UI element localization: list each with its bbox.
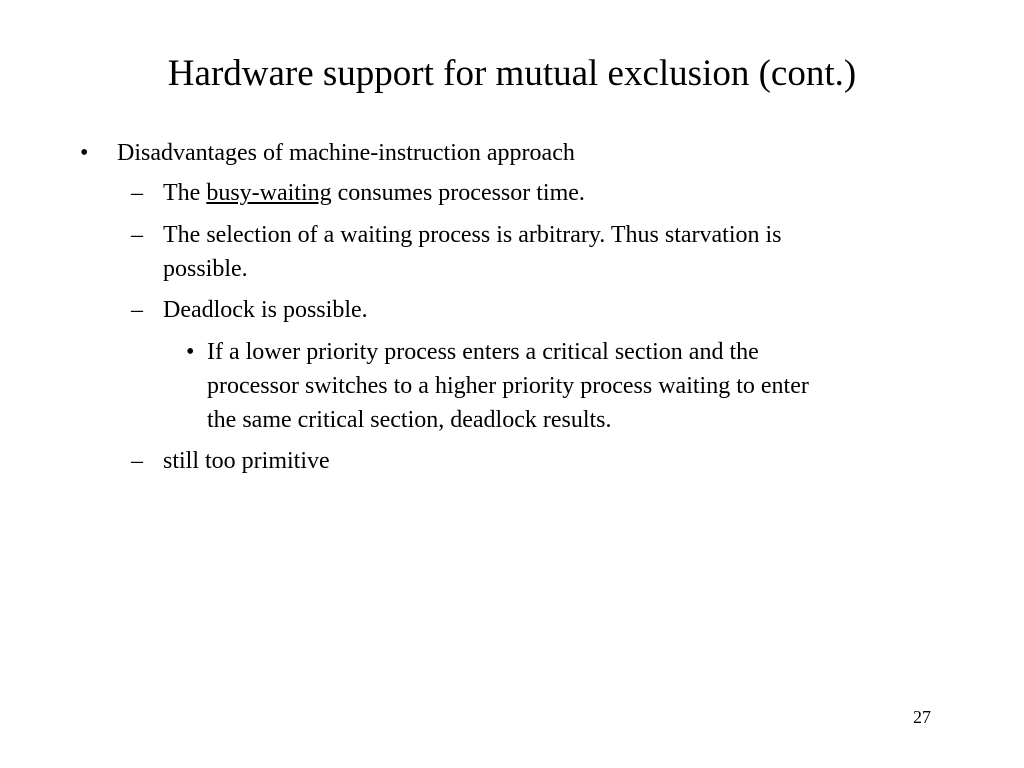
bullet-marker: • (186, 339, 195, 365)
bullet-marker: • (80, 140, 89, 166)
slide-title: Hardware support for mutual exclusion (cont.) (167, 53, 857, 94)
sub-bullet-selection-line-1: The selection of a waiting process is arbitrary. Thus starvation is (163, 222, 782, 248)
sub-bullet-busy-waiting (163, 176, 585, 210)
dash-marker: – (131, 180, 143, 206)
sub-sub-bullet-line-3: the same critical section, deadlock results. (207, 407, 612, 433)
bullet-disadvantages: Disadvantages of machine-instruction approach (117, 140, 575, 166)
sub-sub-bullet-line-2: processor switches to a higher priority process waiting to enter (207, 373, 809, 399)
dash-marker: – (131, 448, 143, 474)
busy-waiting-term: busy-waiting (206, 180, 332, 206)
sub-sub-bullet-line-1: If a lower priority process enters a critical section and the (207, 339, 759, 365)
dash-marker: – (131, 297, 143, 323)
text-before: The (163, 180, 207, 206)
sub-bullet-selection-line-2: possible. (163, 256, 248, 282)
sub-bullet-deadlock: Deadlock is possible. (163, 297, 368, 323)
text-after: consumes processor time. (331, 180, 585, 206)
sub-bullet-primitive: still too primitive (163, 448, 330, 474)
dash-marker: – (131, 222, 143, 248)
page-number: 27 (913, 707, 931, 727)
